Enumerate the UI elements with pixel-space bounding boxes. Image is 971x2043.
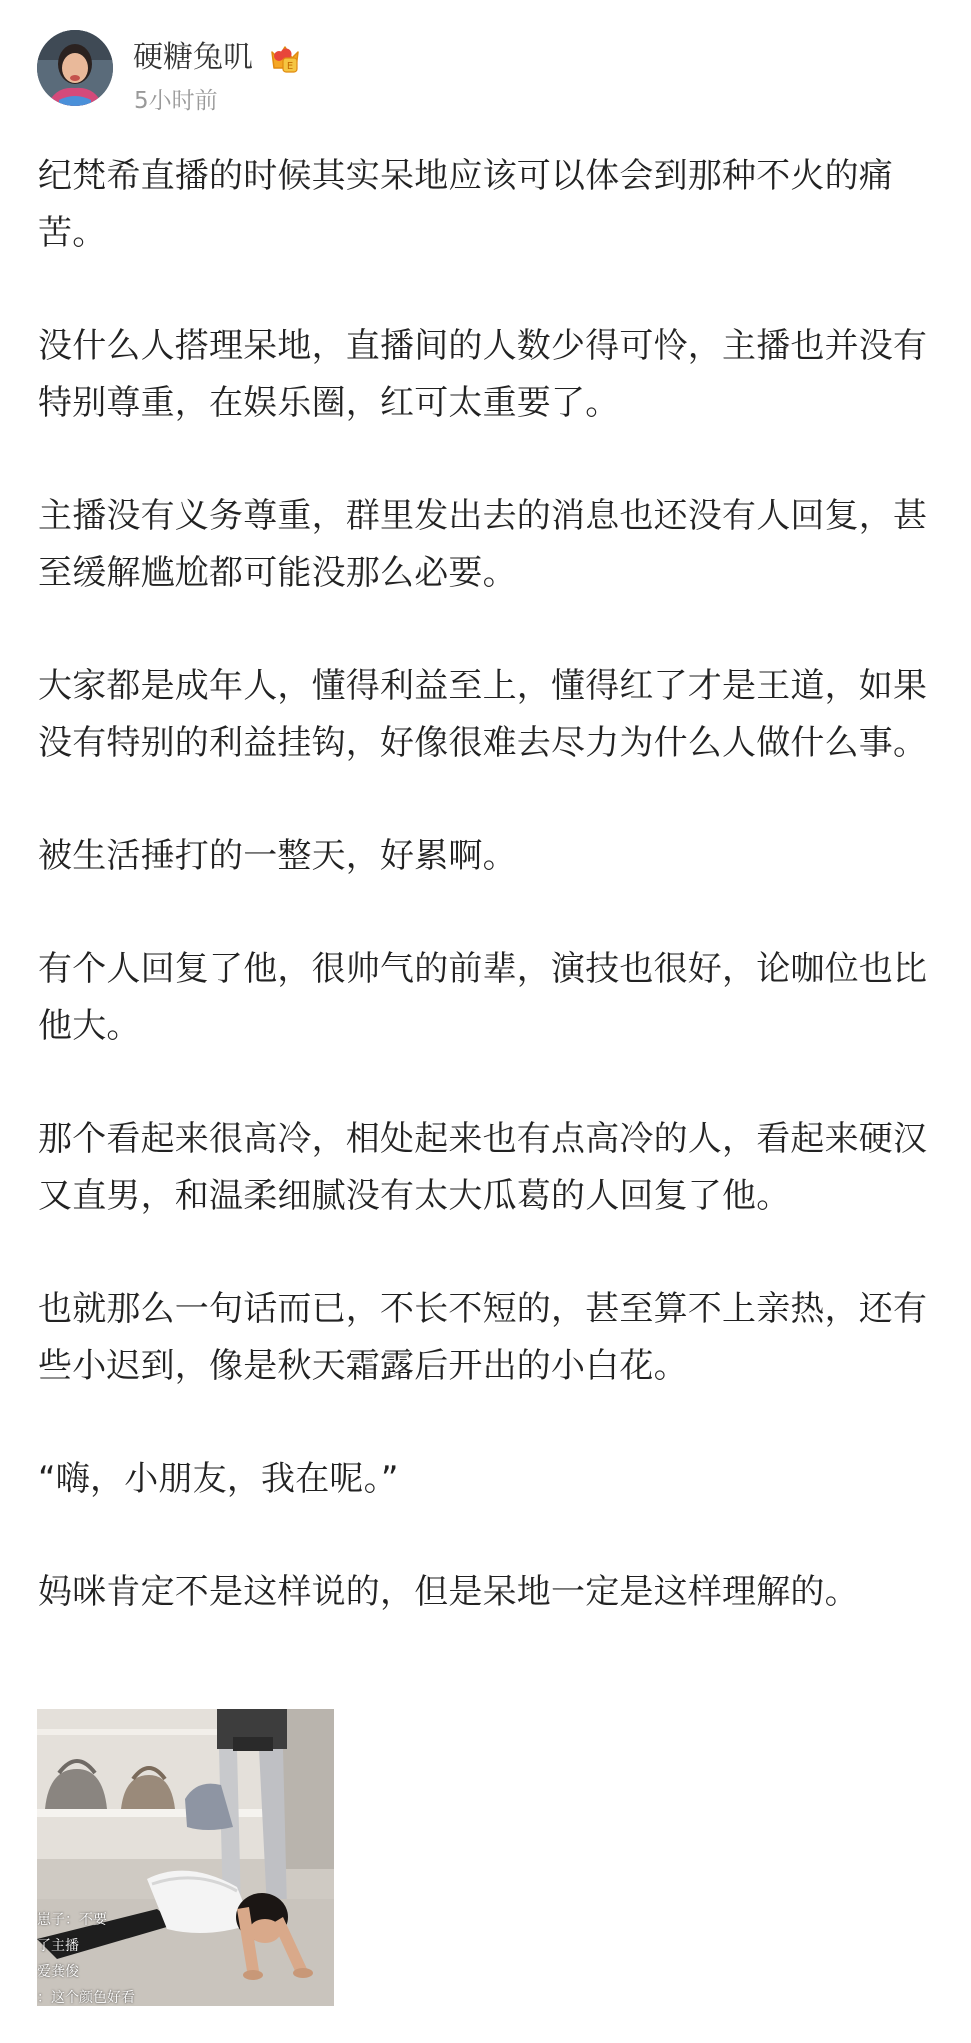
username[interactable]: 硬糖兔叽: [133, 40, 253, 75]
post-paragraph: 也就那么一句话而已，不长不短的，甚至算不上亲热，还有些小迟到，像是秋天霜露后开出的小白花。: [38, 1289, 928, 1386]
svg-text:E: E: [286, 61, 294, 72]
post-paragraph: 妈咪肯定不是这样说的，但是呆地一定是这样理解的。: [38, 1572, 859, 1612]
pushup-photo: [37, 1709, 334, 2006]
post-paragraph: 主播没有义务尊重，群里发出去的消息也还没有人回复，甚至缓解尴尬都可能没那么必要。: [38, 496, 928, 593]
post-paragraph: 有个人回复了他，很帅气的前辈，演技也很好，论咖位也比他大。: [38, 949, 928, 1046]
post-content: [38, 148, 938, 1677]
live-comment: 爱龚俊: [37, 1964, 79, 1980]
crown-badge-icon: [267, 40, 303, 76]
post-time: 5小时前: [134, 88, 218, 114]
avatar[interactable]: [37, 30, 113, 106]
post-paragraph: “嗨，小朋友，我在呢。”: [38, 1459, 399, 1499]
live-comment: 崽子：不要: [37, 1912, 107, 1928]
live-comment: 了主播: [37, 1938, 79, 1954]
username-row: [133, 38, 303, 78]
post-image[interactable]: [37, 1709, 334, 2006]
post-paragraph: 被生活捶打的一整天，好累啊。: [38, 836, 517, 876]
post-paragraph: 那个看起来很高冷，相处起来也有点高冷的人，看起来硬汉又直男，和温柔细腻没有太大瓜葛的人回复了他。: [38, 1119, 928, 1216]
live-comment: ：这个颜色好看: [37, 1990, 135, 2006]
post-paragraph: 没什么人搭理呆地，直播间的人数少得可怜，主播也并没有特别尊重，在娱乐圈，红可太重要了。: [38, 326, 928, 423]
avatar-image: [37, 30, 113, 106]
post-paragraph: 纪梵希直播的时候其实呆地应该可以体会到那种不火的痛苦。: [38, 156, 893, 253]
post-header: [37, 30, 937, 120]
post-paragraph: 大家都是成年人，懂得利益至上，懂得红了才是王道，如果没有特别的利益挂钩，好像很难去尽力为什么人做什么事。: [38, 666, 928, 763]
